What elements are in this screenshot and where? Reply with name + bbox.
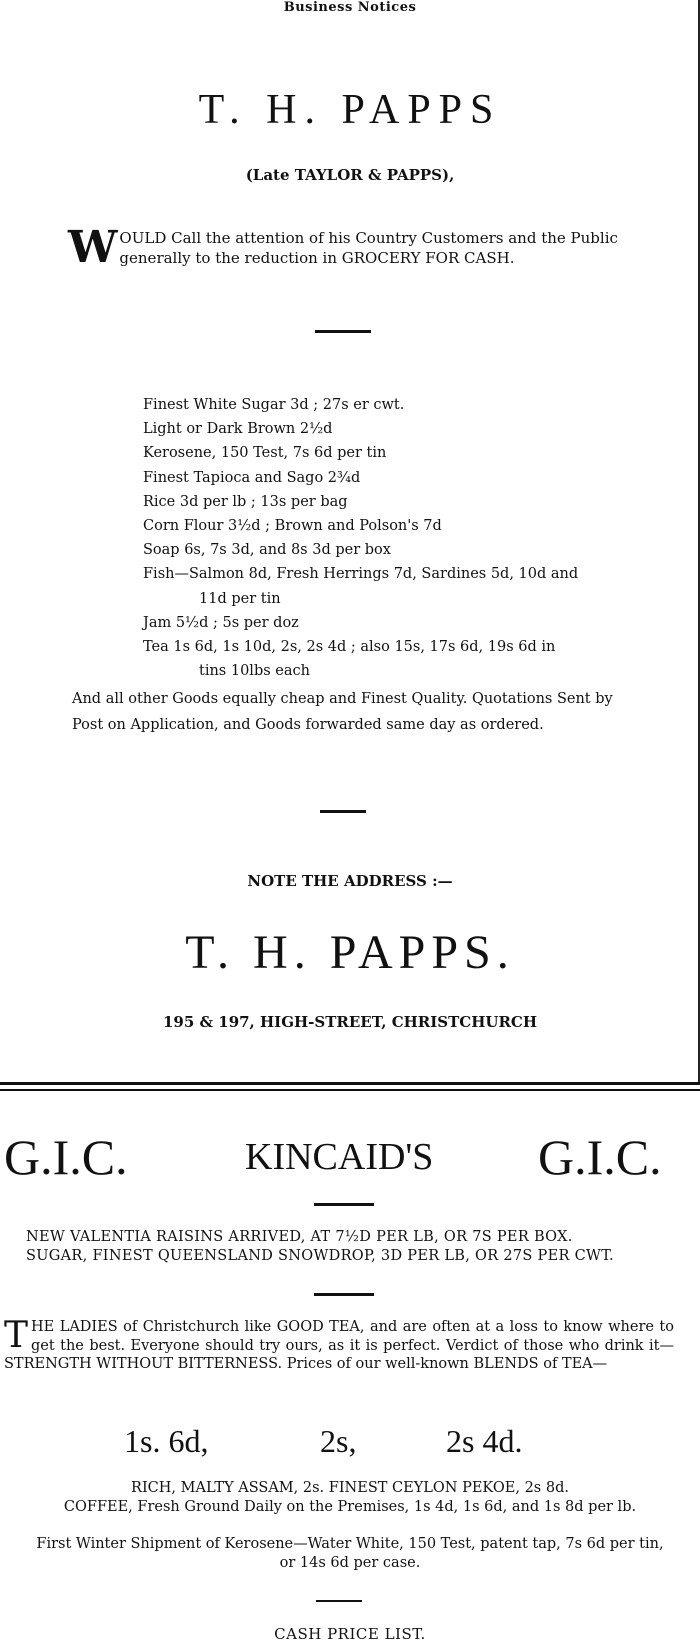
- price-item: Fish—Salmon 8d, Fresh Herrings 7d, Sardines 5d, 10d and: [143, 566, 579, 583]
- cash-price-heading: CASH PRICE LIST.: [274, 1625, 426, 1643]
- price-item: Corn Flour 3½d ; Brown and Polson's 7d: [143, 518, 442, 535]
- advertiser-name-repeat: T. H. PAPPS.: [185, 926, 515, 979]
- raisins-notice: [26, 1228, 676, 1266]
- tea-price: 1s. 6d,: [124, 1423, 209, 1459]
- sugar-line: SUGAR, FINEST QUEENSLAND SNOWDROP, 3D PER LB, OR 27S PER CWT.: [26, 1248, 614, 1264]
- divider-rule: [316, 1600, 362, 1602]
- gic-logo-left: G.I.C.: [4, 1129, 128, 1185]
- closing-paragraph: And all other Goods equally cheap and Finest Quality. Quotations Sent by Post on Application, and Goods forwarded same day as ordered.: [72, 691, 613, 733]
- kerosene-notice: First Winter Shipment of Kerosene—Water White, 150 Test, patent tap, 7s 6d per tin, or 14s 6d per case.: [36, 1536, 664, 1571]
- coffee-line: COFFEE, Fresh Ground Daily on the Premises, 1s 4d, 1s 6d, and 1s 8d per lb.: [63, 1498, 637, 1515]
- ad-separator-bottom: [0, 1089, 700, 1091]
- price-item: Kerosene, 150 Test, 7s 6d per tin: [143, 445, 387, 462]
- price-item: Soap 6s, 7s 3d, and 8s 3d per box: [143, 542, 391, 559]
- street-address: 195 & 197, HIGH-STREET, CHRISTCHURCH: [162, 1013, 538, 1031]
- tea-paragraph: [4, 1315, 674, 1374]
- price-item-continued: 11d per tin: [199, 590, 281, 607]
- kincaid-title: KINCAID'S: [245, 1136, 434, 1178]
- raisins-line: NEW VALENTIA RAISINS ARRIVED, AT 7½D PER LB, OR 7S PER BOX.: [26, 1229, 573, 1245]
- tea-price: 2s,: [320, 1423, 357, 1459]
- price-item: Finest White Sugar 3d ; 27s er cwt.: [143, 397, 405, 413]
- note-address-heading: NOTE THE ADDRESS :—: [247, 872, 453, 890]
- divider-rule: [315, 330, 371, 333]
- intro-dropcap: W: [68, 222, 118, 273]
- intro-paragraph: [68, 222, 628, 273]
- tea-text: HE LADIES of Christchurch like GOOD TEA, and are often at a loss to know where to get the best. Everyone should try ours, as it is perfect. Verdict of those who drink it—STRENGTH WITHOUT BITTERNESS. Prices of our well-known BLENDS of TEA—: [4, 1319, 674, 1372]
- ad-separator-top: [0, 1082, 700, 1085]
- price-item: Jam 5½d ; 5s per doz: [143, 614, 299, 631]
- price-item-continued: tins 10lbs each: [199, 663, 310, 680]
- teas-coffee-block: [0, 1479, 700, 1516]
- price-item: Tea 1s 6d, 1s 10d, 2s, 2s 4d ; also 15s, 17s 6d, 19s 6d in: [143, 639, 556, 656]
- advertiser-name: T. H. PAPPS: [198, 87, 502, 133]
- late-firm-line: (Late TAYLOR & PAPPS),: [245, 166, 455, 184]
- price-item: Finest Tapioca and Sago 2¾d: [143, 469, 361, 486]
- tea-dropcap: T: [4, 1315, 29, 1356]
- gic-logo-right: G.I.C.: [538, 1129, 662, 1185]
- divider-rule: [320, 810, 366, 813]
- price-list: [143, 393, 623, 683]
- intro-text: OULD Call the attention of his Country Customers and the Public generally to the reduction in GROCERY FOR CASH.: [119, 229, 618, 267]
- section-header: Business Notices: [283, 0, 417, 15]
- divider-rule: [314, 1293, 374, 1296]
- tea-price: 2s 4d.: [446, 1423, 523, 1459]
- price-item: Light or Dark Brown 2½d: [143, 421, 333, 438]
- price-item: Rice 3d per lb ; 13s per bag: [143, 493, 348, 510]
- divider-rule: [314, 1203, 374, 1206]
- teas-line: RICH, MALTY ASSAM, 2s. FINEST CEYLON PEKOE, 2s 8d.: [131, 1480, 569, 1496]
